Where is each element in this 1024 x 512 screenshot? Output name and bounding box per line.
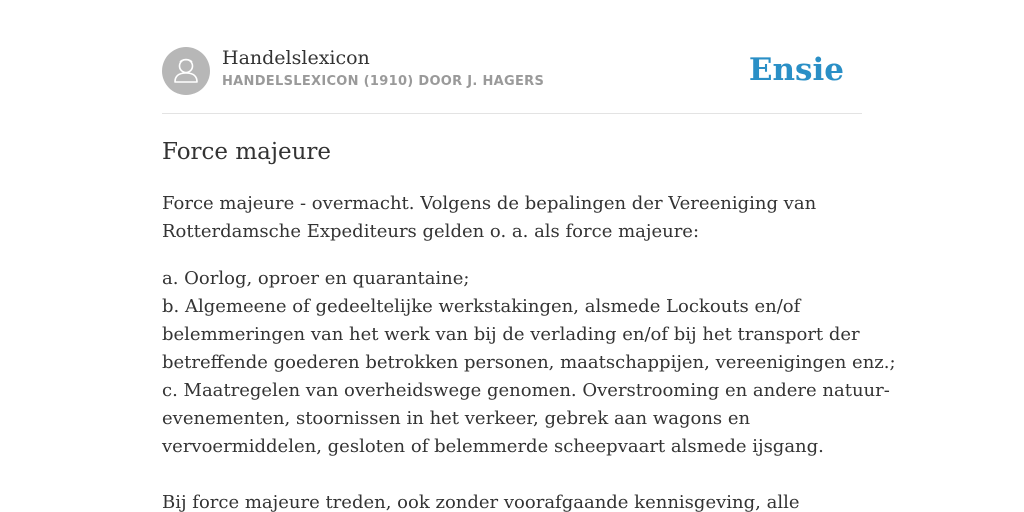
list-item-c: c. Maatregelen van overheidswege genomen. Overstrooming en andere natuur- bbox=[162, 380, 890, 401]
entry-header bbox=[162, 46, 862, 96]
paragraph-list bbox=[162, 265, 896, 461]
paragraph-line: Rotterdamsche Expediteurs gelden o. a. als force majeure: bbox=[162, 221, 700, 242]
ensie-logo[interactable]: Ensie bbox=[748, 52, 844, 88]
user-icon bbox=[162, 47, 210, 95]
paragraph-continuation bbox=[162, 489, 862, 512]
entry-title: Force majeure bbox=[162, 139, 332, 165]
list-item-c-cont: vervoermiddelen, gesloten of belemmerde scheepvaart alsmede ijsgang. bbox=[162, 436, 824, 457]
source-title-link[interactable]: Handelslexicon bbox=[222, 47, 370, 69]
list-item-a: a. Oorlog, oproer en quarantaine; bbox=[162, 268, 470, 289]
source-subtitle: HANDELSLEXICON (1910) DOOR J. HAGERS bbox=[222, 74, 545, 89]
paragraph-line: Bij force majeure treden, ook zonder voorafgaande kennisgeving, alle bbox=[162, 492, 800, 512]
paragraph-line: Force majeure - overmacht. Volgens de bepalingen der Vereeniging van bbox=[162, 193, 817, 214]
author-avatar[interactable] bbox=[162, 47, 210, 95]
list-item-b-cont: belemmeringen van het werk van bij de verlading en/of bij het transport der bbox=[162, 324, 860, 345]
list-item-c-cont: evenementen, stoornissen in het verkeer, gebrek aan wagons en bbox=[162, 408, 751, 429]
paragraph-definition bbox=[162, 190, 862, 246]
list-item-b-cont: betreffende goederen betrokken personen, maatschappijen, vereenigingen enz.; bbox=[162, 352, 896, 373]
header-divider bbox=[162, 113, 862, 114]
list-item-b: b. Algemeene of gedeeltelijke werkstakingen, alsmede Lockouts en/of bbox=[162, 296, 801, 317]
